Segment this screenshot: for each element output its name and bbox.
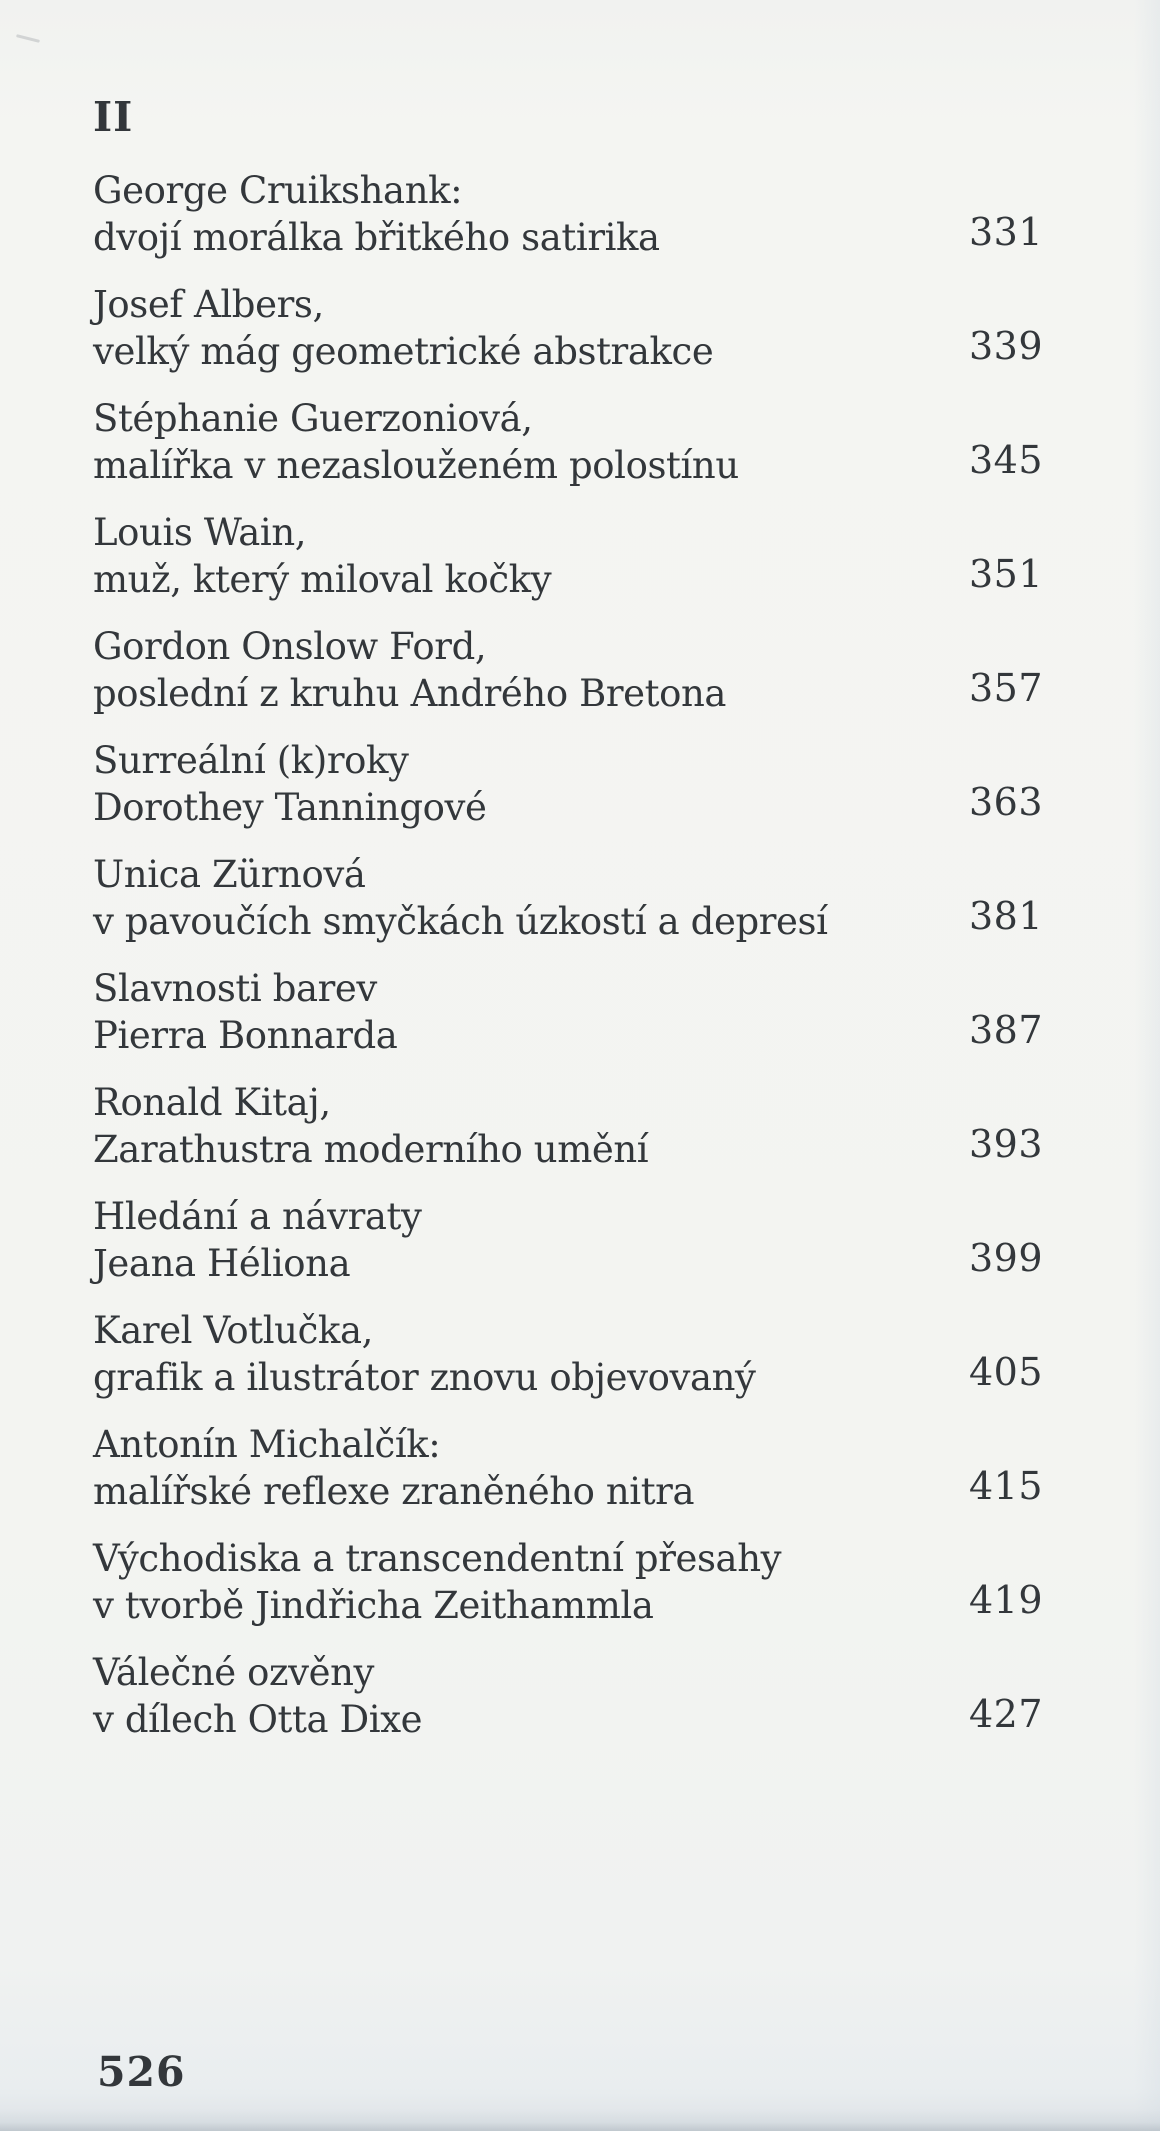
toc-entry-title [93, 1307, 756, 1401]
toc-content [93, 95, 1043, 1763]
toc-entry-title [93, 851, 828, 945]
toc-entry-line1: Stéphanie Guerzoniová, [93, 397, 533, 440]
toc-entry-line1: George Cruikshank: [93, 169, 463, 212]
toc-entry-title [93, 167, 660, 261]
page-number-footer: 526 [97, 2048, 186, 2096]
toc-entry-line2: Pierra Bonnarda [93, 1014, 398, 1057]
toc-entry [93, 737, 1043, 831]
toc-entry-line1: Ronald Kitaj, [93, 1081, 331, 1124]
toc-entry-page-number: 381 [968, 894, 1043, 938]
toc-entry [93, 965, 1043, 1059]
toc-entry-line2: v tvorbě Jindřicha Zeithammla [93, 1584, 654, 1627]
toc-entry-line2: Dorothey Tanningové [93, 786, 487, 829]
toc-entry-page-number: 405 [968, 1350, 1043, 1394]
toc-entry-line2: Jeana Héliona [93, 1242, 351, 1285]
toc-entry-title [93, 1421, 694, 1515]
toc-entry-line2: malířské reflexe zraněného nitra [93, 1470, 695, 1513]
toc-entry [93, 395, 1043, 489]
toc-entry-title [93, 965, 397, 1059]
toc-entry-page-number: 357 [968, 666, 1043, 710]
toc-entry-title [93, 281, 713, 375]
toc-entry-line1: Hledání a návraty [93, 1195, 422, 1238]
toc-entry-line2: v pavoučích smyčkách úzkostí a depresí [93, 900, 828, 943]
toc-entry [93, 1307, 1043, 1401]
toc-entry-title [93, 737, 487, 831]
toc-entry [93, 1193, 1043, 1287]
toc-entry-line1: Válečné ozvěny [93, 1651, 375, 1694]
toc-entry [93, 1535, 1043, 1629]
toc-entry-title [93, 1535, 781, 1629]
toc-entry-title [93, 395, 739, 489]
toc-entry-line2: Zarathustra moderního umění [93, 1128, 649, 1171]
toc-entry-title [93, 1193, 422, 1287]
toc-entry-title [93, 1649, 422, 1743]
toc-entry-page-number: 415 [968, 1464, 1043, 1508]
toc-entry-page-number: 399 [968, 1236, 1043, 1280]
toc-entry-page-number: 331 [968, 210, 1043, 254]
toc-entry [93, 1421, 1043, 1515]
toc-entry [93, 509, 1043, 603]
toc-entry-title [93, 509, 551, 603]
toc-entry-page-number: 393 [968, 1122, 1043, 1166]
toc-list [93, 167, 1043, 1743]
toc-entry-line2: dvojí morálka břitkého satirika [93, 216, 660, 259]
toc-entry [93, 167, 1043, 261]
toc-entry [93, 851, 1043, 945]
toc-entry-line1: Východiska a transcendentní přesahy [93, 1537, 782, 1580]
toc-entry-title [93, 1079, 648, 1173]
toc-entry-line2: v dílech Otta Dixe [93, 1698, 423, 1741]
toc-entry-line2: grafik a ilustrátor znovu objevovaný [93, 1356, 756, 1399]
scan-edge-tint [1134, 0, 1160, 2131]
toc-entry-line1: Antonín Michalčík: [93, 1423, 441, 1466]
toc-entry-line1: Surreální (k)roky [93, 739, 409, 782]
scan-scratch-mark [16, 34, 40, 43]
toc-entry-line2: muž, který miloval kočky [93, 558, 552, 601]
toc-entry-page-number: 351 [968, 552, 1043, 596]
toc-entry-page-number: 387 [968, 1008, 1043, 1052]
scan-edge-shadow [0, 2109, 1160, 2131]
toc-entry-line1: Gordon Onslow Ford, [93, 625, 487, 668]
section-heading: II [93, 93, 134, 141]
toc-entry-page-number: 427 [968, 1692, 1043, 1736]
toc-entry-line2: malířka v nezaslouženém polostínu [93, 444, 739, 487]
toc-entry-page-number: 339 [968, 324, 1043, 368]
toc-entry [93, 1649, 1043, 1743]
toc-entry-line1: Josef Albers, [93, 283, 324, 326]
toc-entry-line1: Karel Votlučka, [93, 1309, 373, 1352]
toc-entry-title [93, 623, 726, 717]
toc-entry-line2: poslední z kruhu Andrého Bretona [93, 672, 727, 715]
toc-entry-line1: Slavnosti barev [93, 967, 377, 1010]
toc-entry-page-number: 363 [968, 780, 1043, 824]
toc-entry-line2: velký mág geometrické abstrakce [93, 330, 714, 373]
toc-entry [93, 1079, 1043, 1173]
toc-entry-line1: Unica Zürnová [93, 853, 366, 896]
toc-entry-page-number: 419 [968, 1578, 1043, 1622]
toc-entry [93, 623, 1043, 717]
toc-entry [93, 281, 1043, 375]
toc-entry-line1: Louis Wain, [93, 511, 307, 554]
toc-entry-page-number: 345 [968, 438, 1043, 482]
